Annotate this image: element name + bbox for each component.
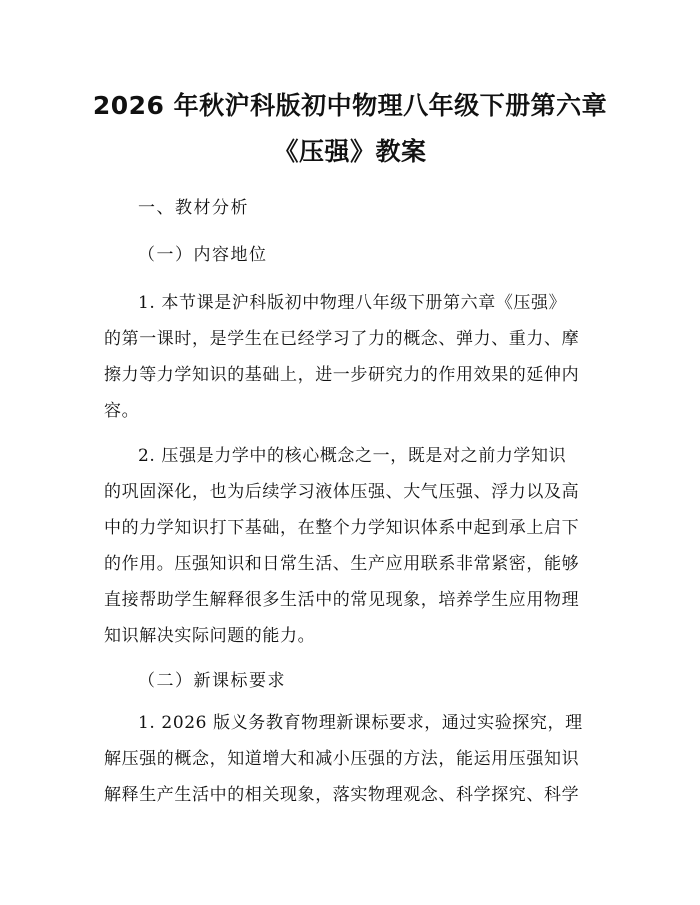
paragraph-2-line: 中的力学知识打下基础，在整个力学知识体系中起到承上启下 xyxy=(104,518,580,538)
paragraph-3-line: 解释生产生活中的相关现象，落实物理观念、科学探究、科学 xyxy=(104,785,580,805)
paragraph-1-line: 1. 本节课是沪科版初中物理八年级下册第六章《压强》 xyxy=(138,293,567,313)
paragraph-2 xyxy=(104,438,598,654)
paragraph-1-line: 的第一课时，是学生在已经学习了力的概念、弹力、重力、摩 xyxy=(104,329,580,349)
paragraph-2-line: 知识解决实际问题的能力。 xyxy=(104,626,316,646)
paragraph-1-line: 擦力等力学知识的基础上，进一步研究力的作用效果的延伸内 xyxy=(104,365,580,385)
paragraph-3 xyxy=(104,705,598,813)
paragraph-2-line: 的巩固深化，也为后续学习液体压强、大气压强、浮力以及高 xyxy=(104,482,580,502)
paragraph-1-line: 容。 xyxy=(104,401,140,421)
paragraph-2-line: 2. 压强是力学中的核心概念之一，既是对之前力学知识 xyxy=(138,446,567,466)
section-heading-textbook-analysis: 一、教材分析 xyxy=(138,198,249,218)
document-title-line-1: 2026 年秋沪科版初中物理八年级下册第六章 xyxy=(92,91,608,120)
paragraph-2-line: 的作用。压强知识和日常生活、生产应用联系非常紧密，能够 xyxy=(104,554,580,574)
document-title-line-2: 《压强》教案 xyxy=(273,137,427,166)
subsection-heading-curriculum-standard: （二）新课标要求 xyxy=(138,671,286,691)
paragraph-3-line: 解压强的概念，知道增大和减小压强的方法，能运用压强知识 xyxy=(104,749,580,769)
paragraph-1 xyxy=(104,285,598,429)
subsection-heading-content-position: （一）内容地位 xyxy=(138,245,268,265)
paragraph-2-line: 直接帮助学生解释很多生活中的常见现象，培养学生应用物理 xyxy=(104,590,580,610)
paragraph-3-line: 1. 2026 版义务教育物理新课标要求，通过实验探究，理 xyxy=(138,713,583,733)
